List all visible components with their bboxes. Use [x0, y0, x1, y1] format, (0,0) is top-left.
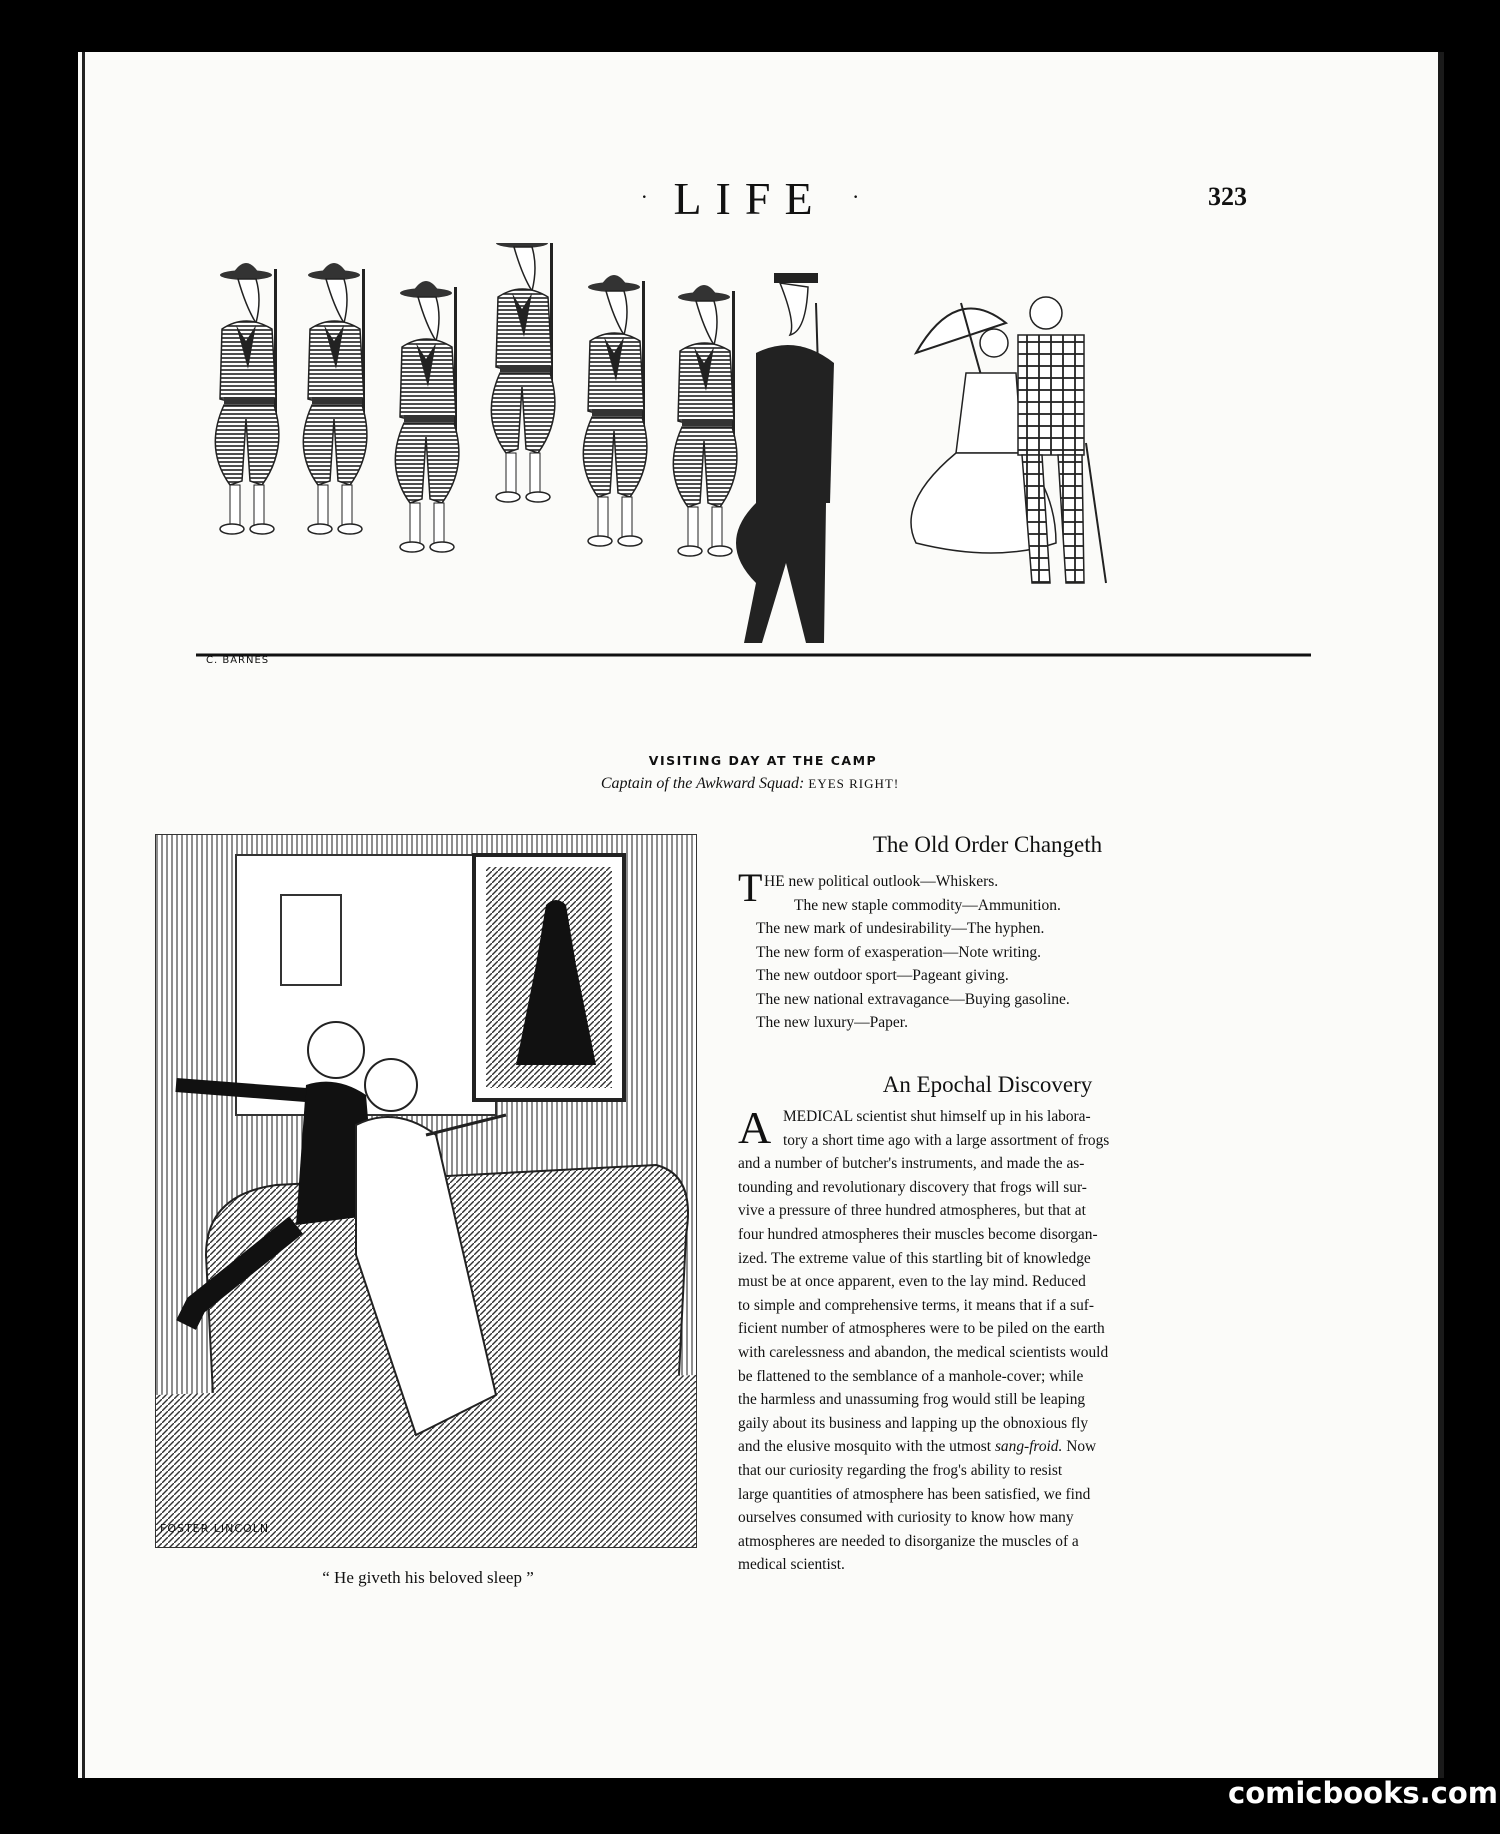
article2-line: large quantities of atmosphere has been satisfied, we find — [738, 1485, 1091, 1503]
cartoon2-caption: “ He giveth his beloved sleep ” — [322, 1568, 534, 1587]
article2-dropcap: A — [738, 1102, 772, 1153]
article2-body — [738, 1102, 1243, 1577]
article2-line: MEDICAL scientist shut himself up in his labora- — [783, 1108, 1091, 1125]
cartoon-visiting-day-illustration — [196, 243, 1316, 743]
article2-line: four hundred atmospheres their muscles become disorgan- — [738, 1225, 1098, 1243]
masthead — [0, 172, 1500, 225]
article1-line: The new luxury—Paper. — [756, 1014, 908, 1031]
article2-line: atmospheres are needed to disorganize the muscles of a — [738, 1532, 1079, 1550]
site-watermark: comicbooks.com — [1228, 1776, 1498, 1810]
article2-line: gaily about its business and lapping up the obnoxious fly — [738, 1414, 1089, 1432]
page-edge — [1438, 52, 1444, 1778]
article1-line: The new national extravagance—Buying gasoline. — [756, 990, 1070, 1008]
cartoon-sleep-illustration — [155, 834, 697, 1548]
article2-line-with-italic — [738, 1435, 1243, 1459]
article2-line: and a number of butcher's instruments, and made the as- — [738, 1155, 1085, 1173]
article2-italic-phrase: sang-froid. — [994, 1438, 1063, 1456]
article2-line: to simple and comprehensive terms, it means that if a suf- — [738, 1296, 1095, 1314]
masthead-dot-left: · — [640, 184, 648, 210]
article1-list — [756, 870, 1070, 1035]
article2-line: ourselves consumed with curiosity to know how many — [738, 1509, 1074, 1527]
cartoon1-caption-quote: EYES RIGHT! — [808, 776, 900, 791]
article2-line: and the elusive mosquito with the utmost — [738, 1438, 992, 1456]
article2-line: medical scientist. — [738, 1556, 845, 1574]
article1-line: HE new political outlook—Whiskers. — [764, 873, 999, 890]
couple-figures — [911, 297, 1106, 583]
masthead-title: LIFE — [673, 173, 827, 224]
cartoon1-caption-line — [520, 775, 980, 793]
article2-line: with carelessness and abandon, the medical scientists would — [738, 1343, 1109, 1361]
article2-title: An Epochal Discovery — [882, 1072, 1093, 1097]
cartoon1-artist-signature: C. BARNES — [206, 655, 270, 666]
cartoon1-caption-title: VISITING DAY AT THE CAMP — [648, 753, 878, 768]
page-gutter — [82, 52, 85, 1778]
cartoon2-artist-signature: FOSTER LINCOLN — [160, 1522, 270, 1535]
article1-line: The new form of exasperation—Note writing. — [756, 943, 1041, 961]
article2-line: ficient number of atmospheres were to be piled on the earth — [738, 1320, 1105, 1338]
article2-line: must be at once apparent, even to the lay mind. Reduced — [738, 1273, 1086, 1291]
article2-line: ized. The extreme value of this startling bit of knowledge — [738, 1249, 1091, 1267]
cartoon1-caption-speaker: Captain of the Awkward Squad: — [600, 775, 805, 792]
masthead-dot-right: · — [852, 184, 860, 210]
captain-figure — [736, 273, 834, 643]
article1-dropcap: T — [738, 865, 763, 910]
article2-line: be flattened to the semblance of a manhole-cover; while — [738, 1367, 1084, 1385]
article1-line: The new outdoor sport—Pageant giving. — [756, 967, 1009, 984]
page-number: 323 — [1208, 182, 1247, 211]
article2-line: that our curiosity regarding the frog's ability to resist — [738, 1461, 1063, 1479]
article1-line: The new mark of undesirability—The hyphen. — [756, 920, 1045, 937]
article2-line: the harmless and unassuming frog would still be leaping — [738, 1391, 1086, 1409]
article2-line: tory a short time ago with a large assortment of frogs — [783, 1131, 1110, 1149]
article2-line-tail: Now — [1066, 1438, 1097, 1456]
article1-line: The new staple commodity—Ammunition. — [794, 896, 1061, 914]
article1-title: The Old Order Changeth — [872, 832, 1103, 857]
article2-line: tounding and revolutionary discovery that frogs will sur- — [738, 1178, 1087, 1196]
article2-line: vive a pressure of three hundred atmospheres, but that at — [738, 1202, 1086, 1220]
